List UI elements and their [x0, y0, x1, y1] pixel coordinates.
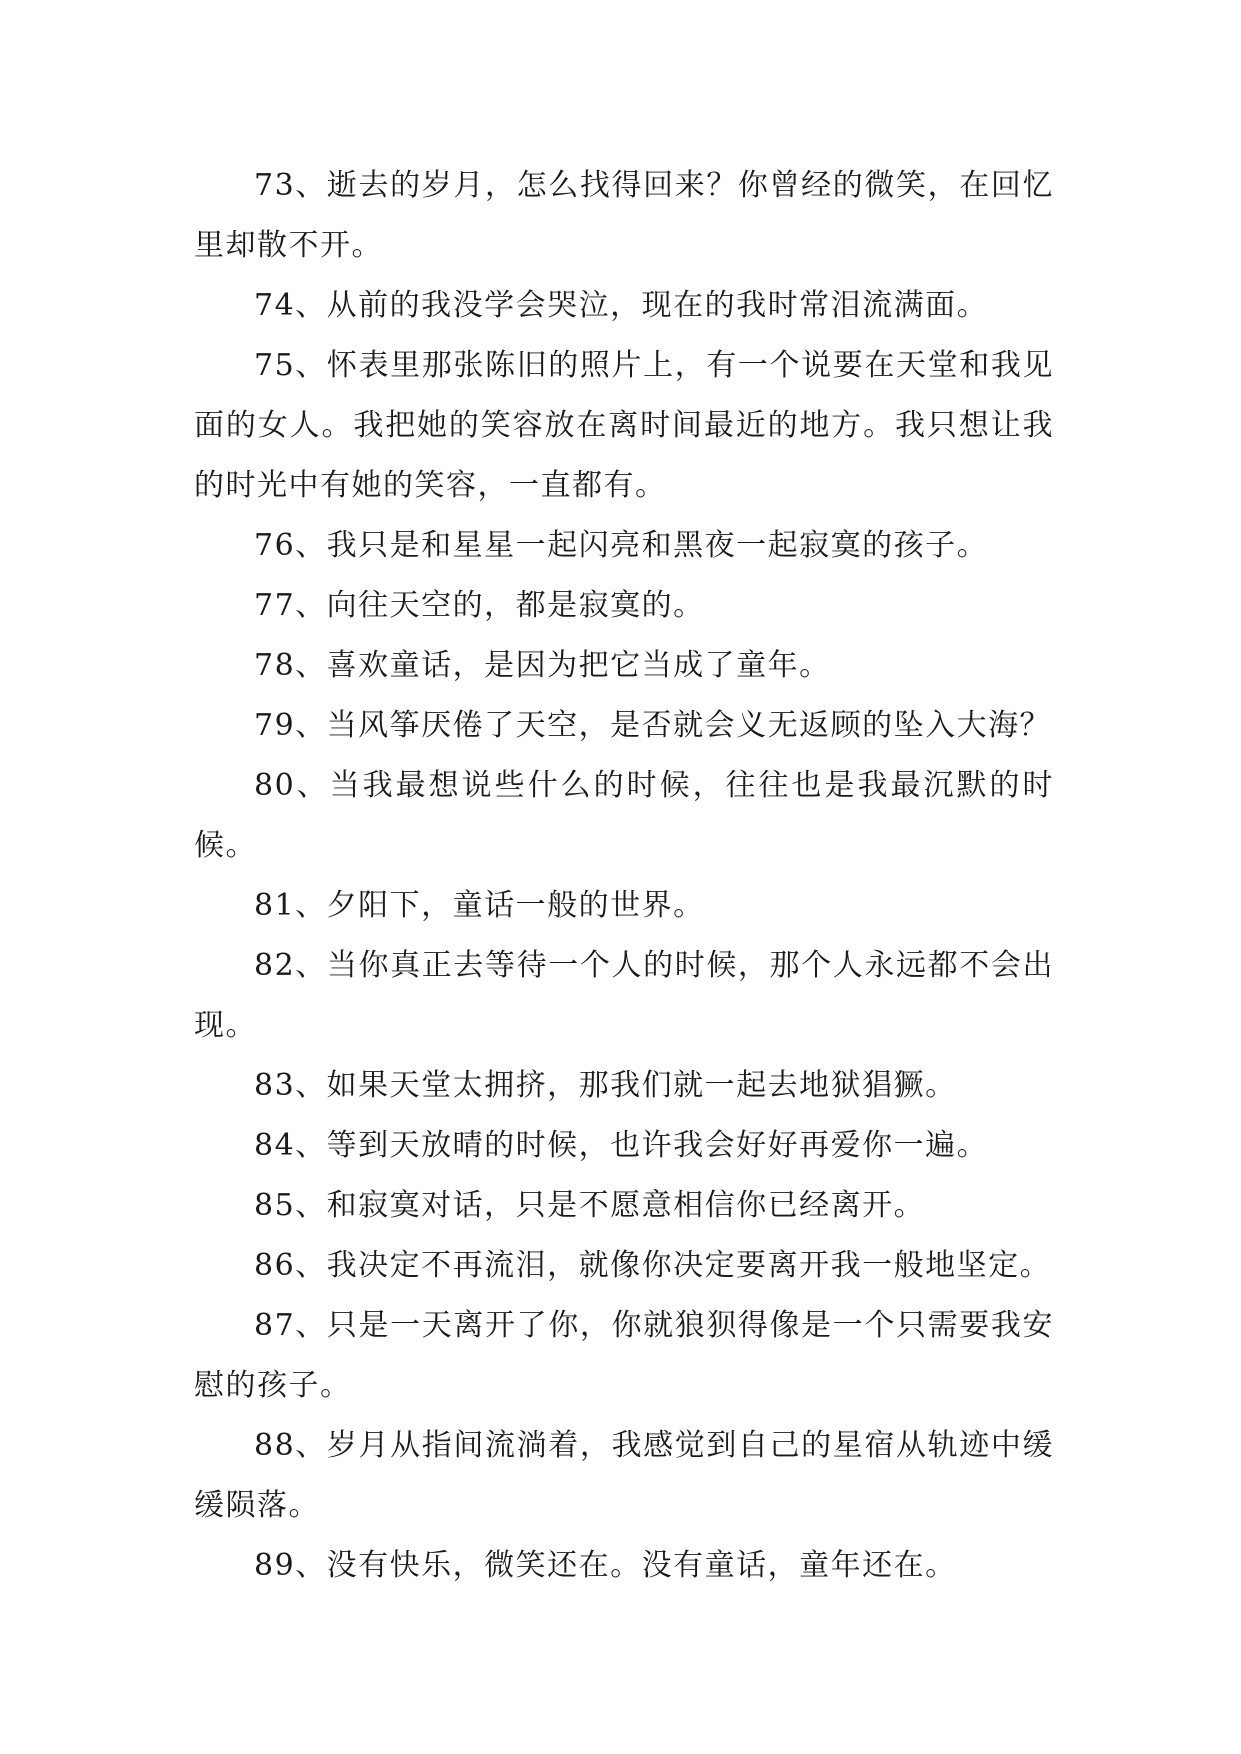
paragraph-77: 77、向往天空的，都是寂寞的。 — [254, 588, 705, 623]
paragraph-88: 88、岁月从指间流淌着，我感觉到自己的星宿从轨迹中缓缓陨落。 — [194, 1428, 1054, 1523]
paragraph-83: 83、如果天堂太拥挤，那我们就一起去地狱猖獗。 — [254, 1068, 957, 1103]
paragraph-73: 73、逝去的岁月，怎么找得回来？你曾经的微笑，在回忆里却散不开。 — [194, 168, 1054, 263]
paragraph-87: 87、只是一天离开了你，你就狼狈得像是一个只需要我安慰的孩子。 — [194, 1308, 1054, 1403]
paragraph-81: 81、夕阳下，童话一般的世界。 — [254, 888, 705, 923]
paragraph-76: 76、我只是和星星一起闪亮和黑夜一起寂寞的孩子。 — [254, 528, 989, 563]
paragraph-74: 74、从前的我没学会哭泣，现在的我时常泪流满面。 — [254, 288, 989, 323]
paragraph-84: 84、等到天放晴的时候，也许我会好好再爱你一遍。 — [254, 1128, 989, 1163]
paragraph-82: 82、当你真正去等待一个人的时候，那个人永远都不会出现。 — [194, 948, 1054, 1043]
paragraph-89: 89、没有快乐，微笑还在。没有童话，童年还在。 — [254, 1548, 957, 1583]
paragraph-80: 80、当我最想说些什么的时候，往往也是我最沉默的时候。 — [194, 768, 1054, 863]
paragraph-86: 86、我决定不再流泪，就像你决定要离开我一般地坚定。 — [254, 1248, 1052, 1283]
document-body — [194, 156, 1054, 1596]
paragraph-75: 75、怀表里那张陈旧的照片上，有一个说要在天堂和我见面的女人。我把她的笑容放在离时间最近的地方。我只想让我的时光中有她的笑容，一直都有。 — [194, 348, 1054, 503]
paragraph-79: 79、当风筝厌倦了天空，是否就会义无返顾的坠入大海？ — [254, 708, 1052, 743]
paragraph-85: 85、和寂寞对话，只是不愿意相信你已经离开。 — [254, 1188, 926, 1223]
paragraph-78: 78、喜欢童话，是因为把它当成了童年。 — [254, 648, 831, 683]
